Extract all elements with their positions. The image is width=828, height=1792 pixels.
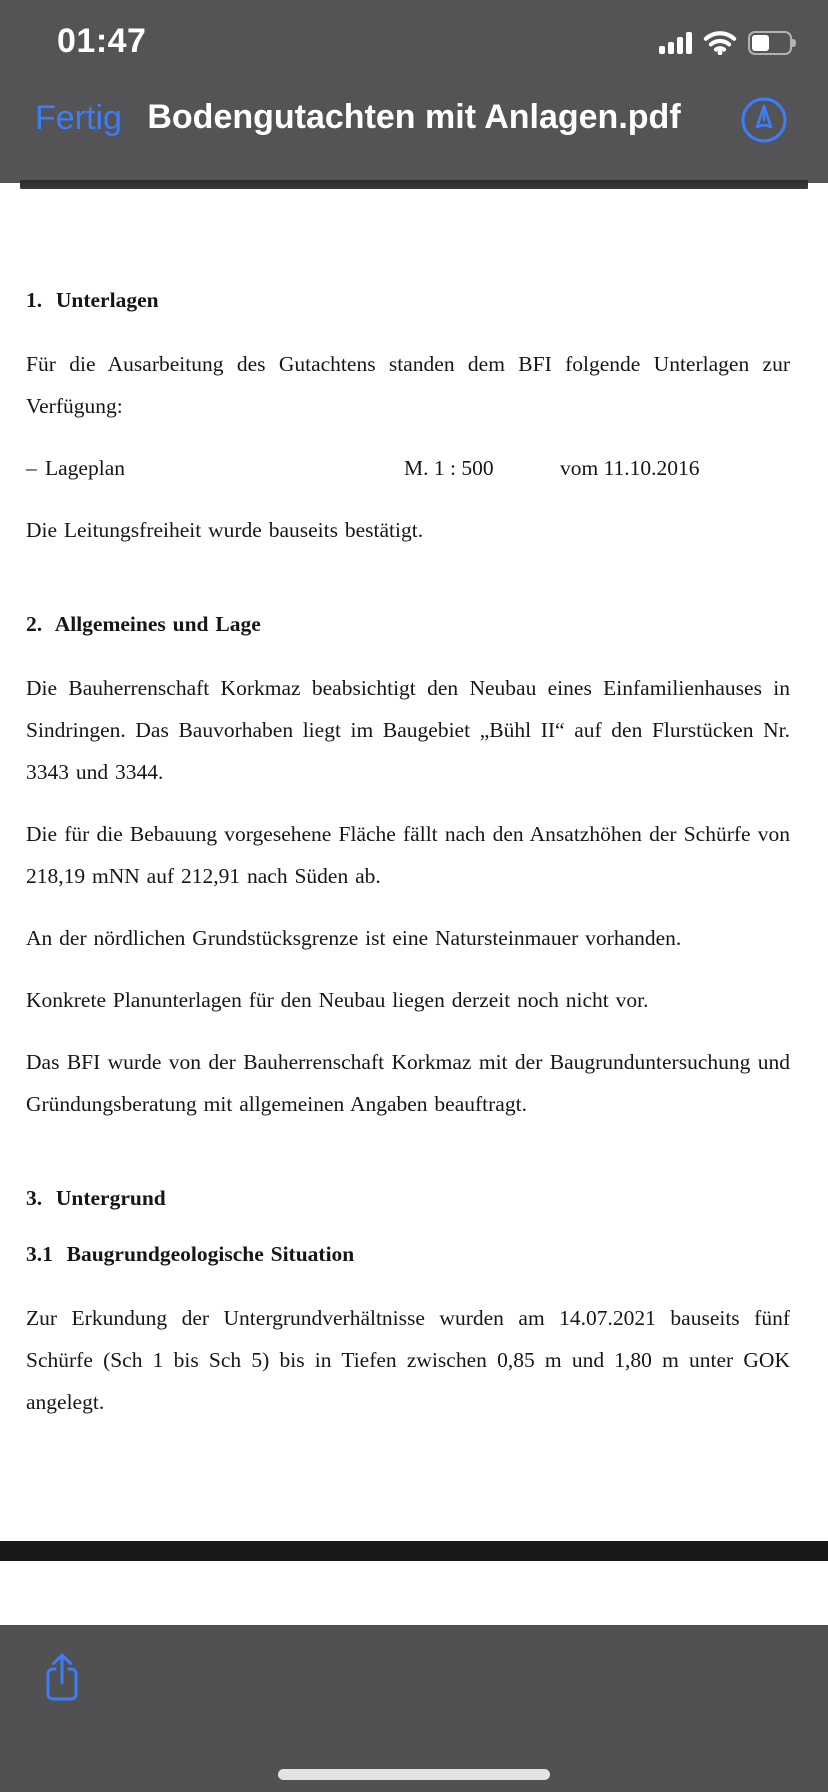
pdf-page[interactable]	[0, 183, 828, 1541]
status-bar-icons	[659, 30, 798, 55]
paragraph: Für die Ausarbeitung des Gutachtens standen dem BFI folgende Unterlagen zur Verfügung:	[26, 352, 790, 418]
list-item	[26, 447, 790, 489]
list-date: vom 11.10.2016	[560, 456, 700, 480]
document-title: Bodengutachten mit Anlagen.pdf	[147, 98, 681, 136]
home-indicator[interactable]	[278, 1769, 550, 1780]
paragraph: Die Leitungsfreiheit wurde bauseits bestätigt.	[26, 518, 424, 542]
cellular-signal-icon	[659, 32, 692, 54]
section-heading: 1. Unterlagen	[26, 288, 159, 312]
list-label: Lageplan	[45, 456, 125, 480]
section-heading: 2. Allgemeines und Lage	[26, 612, 261, 636]
paragraph: Die Bauherrenschaft Korkmaz beabsichtigt den Neubau eines Einfamilienhauses in Sindringen. Das Bauvorhaben liegt im Baugebiet „Bühl II“ auf den Flurstücken Nr. 3343 und 3344.	[26, 676, 790, 784]
wifi-icon	[703, 30, 737, 55]
paragraph: Die für die Bebauung vorgesehene Fläche fällt nach den Ansatzhöhen der Schürfe von 218,19 mNN auf 212,91 nach Süden ab.	[26, 822, 790, 888]
bottom-toolbar	[0, 1625, 828, 1792]
paragraph: An der nördlichen Grundstücksgrenze ist eine Natursteinmauer vorhanden.	[26, 926, 682, 950]
page-separator	[0, 1541, 828, 1561]
nav-bar	[0, 96, 828, 156]
next-page-top	[0, 1561, 828, 1625]
subsection-heading: 3.1 Baugrundgeologische Situation	[26, 1242, 355, 1266]
list-bullet: –	[26, 456, 37, 480]
paragraph: Zur Erkundung der Untergrundverhältnisse wurden am 14.07.2021 bauseits fünf Schürfe (Sch 1 bis Sch 5) bis in Tiefen zwischen 0,85 m und 1,80 m unter GOK angelegt.	[26, 1306, 790, 1414]
paragraph: Das BFI wurde von der Bauherrenschaft Korkmaz mit der Baugrunduntersuchung und Gründungsberatung mit allgemeinen Angaben beauftragt.	[26, 1050, 790, 1116]
done-button[interactable]: Fertig	[35, 99, 122, 137]
top-chrome	[0, 0, 828, 183]
section-heading: 3. Untergrund	[26, 1186, 166, 1210]
battery-icon	[748, 31, 798, 55]
share-icon[interactable]	[40, 1651, 84, 1703]
paragraph: Konkrete Planunterlagen für den Neubau liegen derzeit noch nicht vor.	[26, 988, 649, 1012]
markup-pen-icon[interactable]	[740, 96, 788, 144]
status-bar-time: 01:47	[57, 22, 147, 60]
list-scale: M. 1 : 500	[404, 456, 494, 480]
